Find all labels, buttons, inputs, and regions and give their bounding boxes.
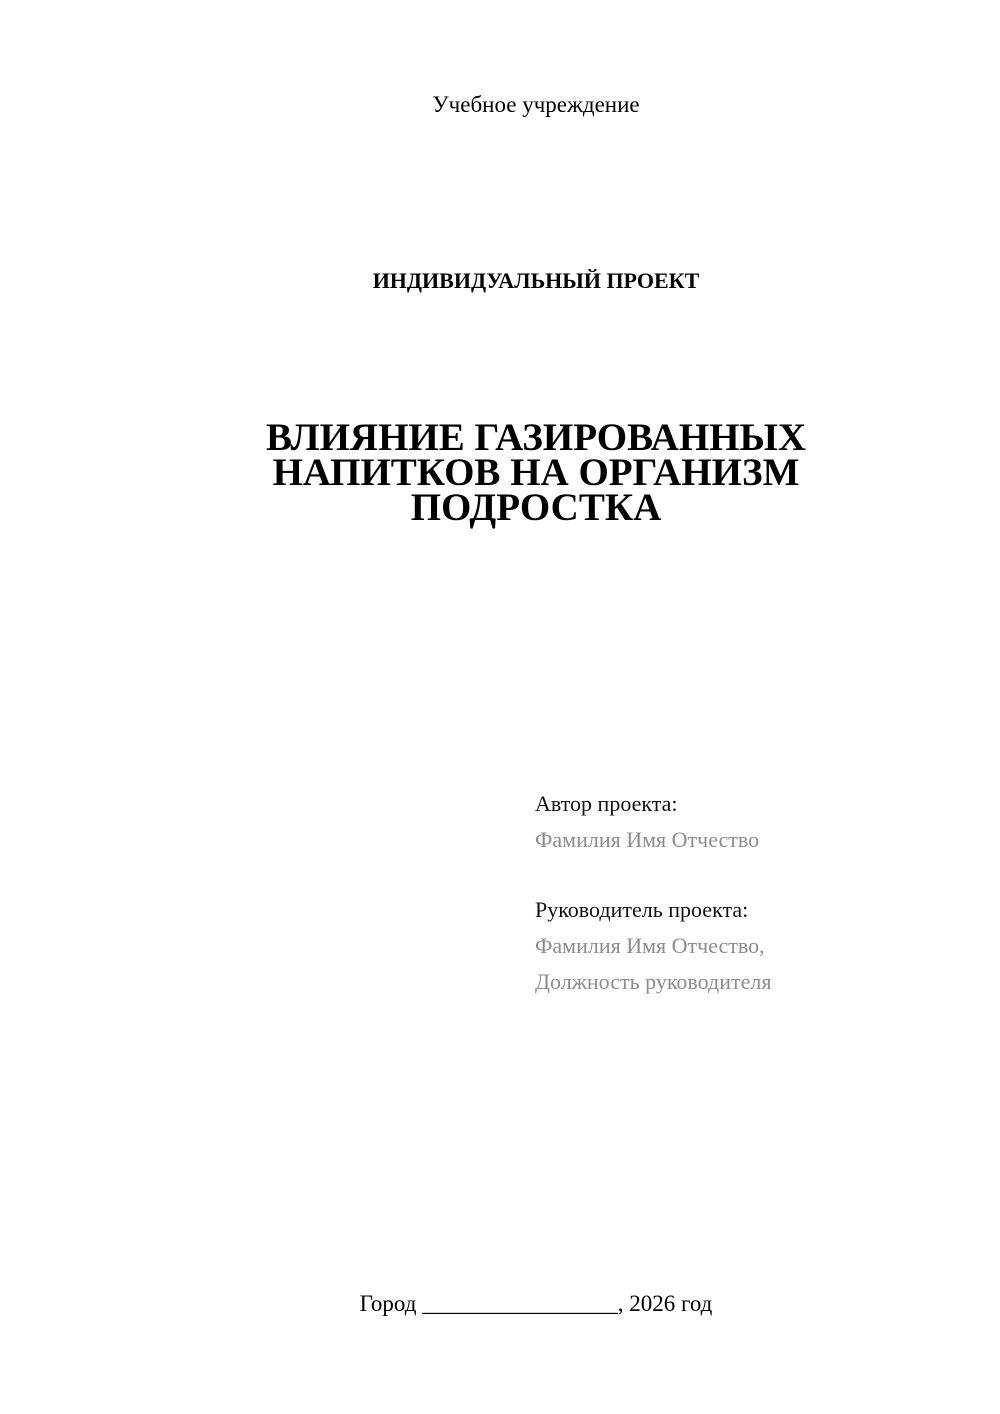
supervisor-block <box>535 892 955 1000</box>
title-line: ПОДРОСТКА <box>410 486 662 529</box>
city-year-line: Город _________________, 2026 год <box>359 1291 713 1316</box>
author-name: Фамилия Имя Отчество <box>535 827 760 852</box>
project-title <box>0 416 1000 529</box>
author-block <box>535 786 955 858</box>
title-line: ВЛИЯНИЕ ГАЗИРОВАННЫХ <box>266 416 806 459</box>
title-line: НАПИТКОВ НА ОРГАНИЗМ <box>272 451 800 494</box>
institution-name: Учебное учреждение <box>432 92 640 117</box>
author-label: Автор проекта: <box>535 791 678 816</box>
supervisor-position: Должность руководителя <box>535 969 772 994</box>
supervisor-name: Фамилия Имя Отчество, <box>535 933 765 958</box>
document-type: ИНДИВИДУАЛЬНЫЙ ПРОЕКТ <box>372 268 700 293</box>
supervisor-label: Руководитель проекта: <box>535 897 749 922</box>
